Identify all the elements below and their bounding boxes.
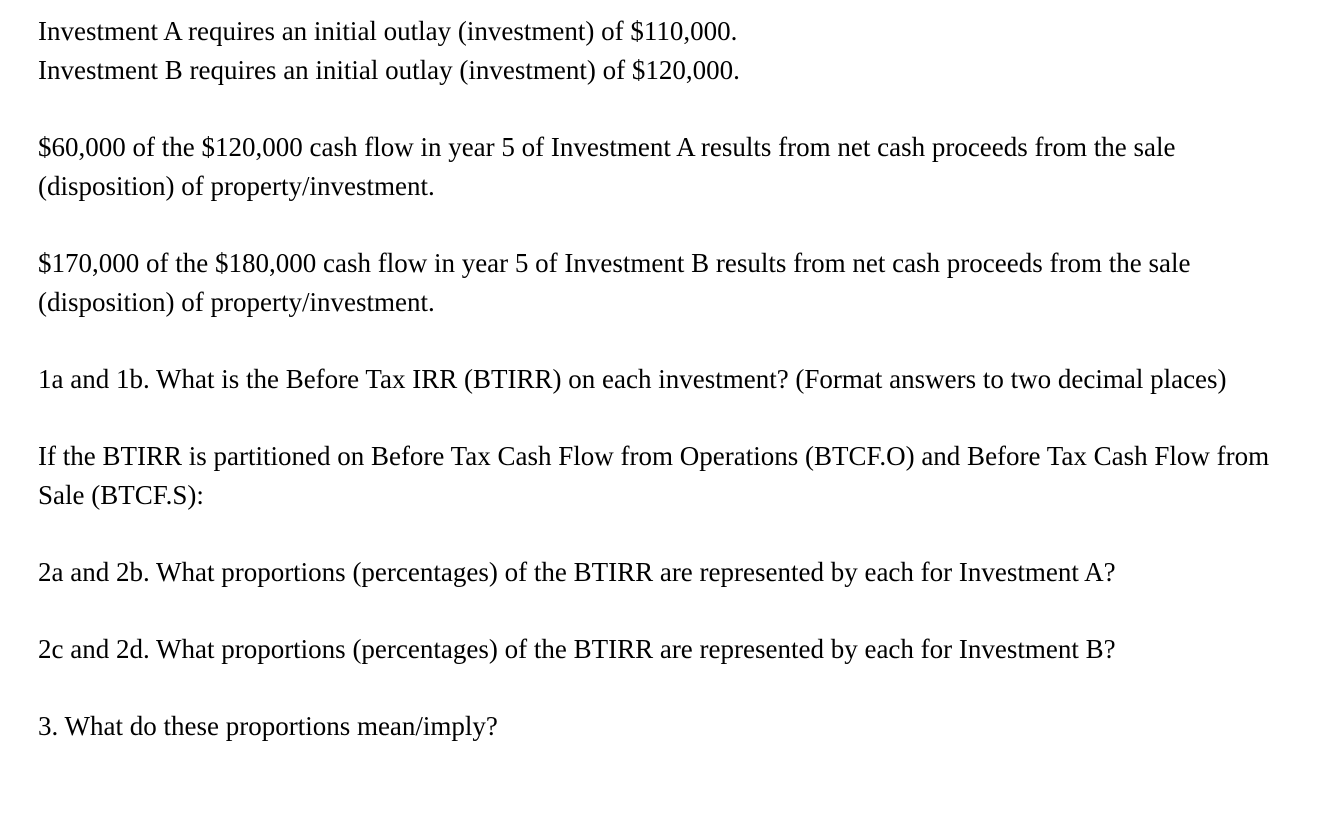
- question-2cd: 2c and 2d. What proportions (percentages) of the BTIRR are represented by each for Investment B?: [38, 634, 1116, 664]
- intro-line-investment-a: Investment A requires an initial outlay (investment) of $110,000.: [38, 16, 738, 46]
- note-investment-b-sale-proceeds: $170,000 of the $180,000 cash flow in year 5 of Investment B results from net cash proceeds from the sale (disposition) of property/investment.: [38, 248, 1191, 317]
- partition-intro: If the BTIRR is partitioned on Before Tax Cash Flow from Operations (BTCF.O) and Before Tax Cash Flow from Sale (BTCF.S):: [38, 441, 1270, 510]
- question-2ab: 2a and 2b. What proportions (percentages) of the BTIRR are represented by each for Investment A?: [38, 557, 1116, 587]
- document-body: [38, 12, 1308, 746]
- intro-line-investment-b: Investment B requires an initial outlay (investment) of $120,000.: [38, 55, 740, 85]
- question-3: 3. What do these proportions mean/imply?: [38, 711, 498, 741]
- note-investment-a-sale-proceeds: $60,000 of the $120,000 cash flow in year 5 of Investment A results from net cash proceeds from the sale (disposition) of property/investment.: [38, 132, 1176, 201]
- question-1ab: 1a and 1b. What is the Before Tax IRR (BTIRR) on each investment? (Format answers to two decimal places): [38, 364, 1227, 394]
